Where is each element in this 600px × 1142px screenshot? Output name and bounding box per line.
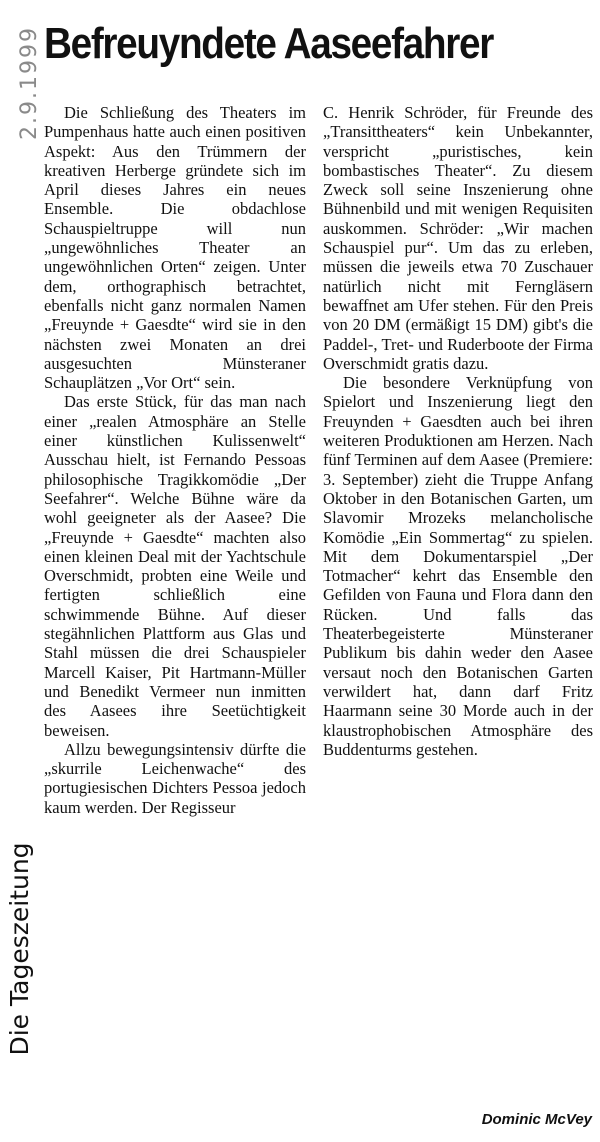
article-column-right [323, 103, 593, 759]
article-paragraph-2: Das erste Stück, für das man nach einer „realen Atmosphäre an Stelle einer künstlichen Kulissenwelt“ Ausschau hielt, ist Fernando Pessoas philosophische Tragikkomödie „Der Seefahrer“. Welche Bühne wäre da wohl geeigneter als der Aasee? Die „Freuynde + Gaesdte“ machten also einen kleinen Deal mit der Yachtschule Overschmidt, probten eine Weile und fertigten schließlich eine schwimmende Bühne. Auf dieser stegähnlichen Plattform aus Glas und Stahl müssen die drei Schauspieler Marcell Kaiser, Pit Hartmann-Müller und Benedikt Vermeer nun inmitten des Aasees ihre Seetüchtigkeit beweisen. [44, 392, 306, 740]
article-paragraph-1: Die Schließung des Theaters im Pumpenhaus hatte auch einen positiven Aspekt: Aus den Trümmern der kreativen Herberge gründete sich im April dieses Jahres ein neues Ensemble. Die obdachlose Schauspieltruppe will nun „ungewöhnliches Theater an ungewöhnlichen Orten“ zeigen. Unter dem, orthographisch betrachtet, ebenfalls nicht ganz normalen Namen „Freuynde + Gaesdte“ wird sie in den nächsten zwei Monaten an drei ausgesuchten Münsteraner Schauplätzen „Vor Ort“ sein. [44, 103, 306, 393]
clipping-date: 2.9.1999 [17, 26, 42, 140]
article-paragraph-4: Die besondere Verknüpfung von Spielort und Inszenierung liegt den Freuynden + Gaesdten auch bei ihren weiteren Produktionen am Herzen. Nach fünf Terminen auf dem Aasee (Premiere: 3. September) zieht die Truppe Anfang Oktober in den Botanischen Garten, um Slavomir Mrozeks melancholische Komödie „Ein Sommertag“ zu spielen. Mit dem Dokumentarspiel „Der Totmacher“ kehrt das Ensemble den Gefilden von Fauna und Flora dann den Rücken. Und falls das Theaterbegeisterte Münsteraner Publikum bis dahin weder den Aasee versaut noch den Botanischen Garten verwildert hat, dann darf Fritz Haarmann seine 30 Morde auch in der klaustrophobischen Atmosphäre des Buddenturms gestehen. [323, 373, 593, 759]
article-paragraph-3: Allzu bewegungsintensiv dürfte die „skurrile Leichenwache“ des portugiesischen Dichters Pessoa jedoch kaum werden. Der Regisseur [44, 739, 306, 817]
article-column-left [44, 103, 306, 817]
article-paragraph-3-continued: C. Henrik Schröder, für Freunde des „Transittheaters“ kein Unbekannter, verspricht „puristisches, kein bombastisches Theater“. Zu diesem Zweck soll seine Inszenierung ohne Bühnenbild und mit wenigen Requisiten auskommen. Schröder: „Wir machen Schauspiel pur“. Um das zu erleben, müssen die jeweils etwa 70 Zuschauer natürlich nicht mit Ferngläsern bewaffnet am Ufer stehen. Für den Preis von 20 DM (ermäßigt 15 DM) gibt's die Paddel-, Tret- und Ruderboote der Firma Overschmidt gratis dazu. [323, 103, 593, 373]
clipping-source: Die Tageszeitung [5, 842, 34, 1056]
article-author: Dominic McVey [481, 1111, 592, 1128]
article-headline: Befreuyndete Aaseefahrer [44, 19, 493, 68]
